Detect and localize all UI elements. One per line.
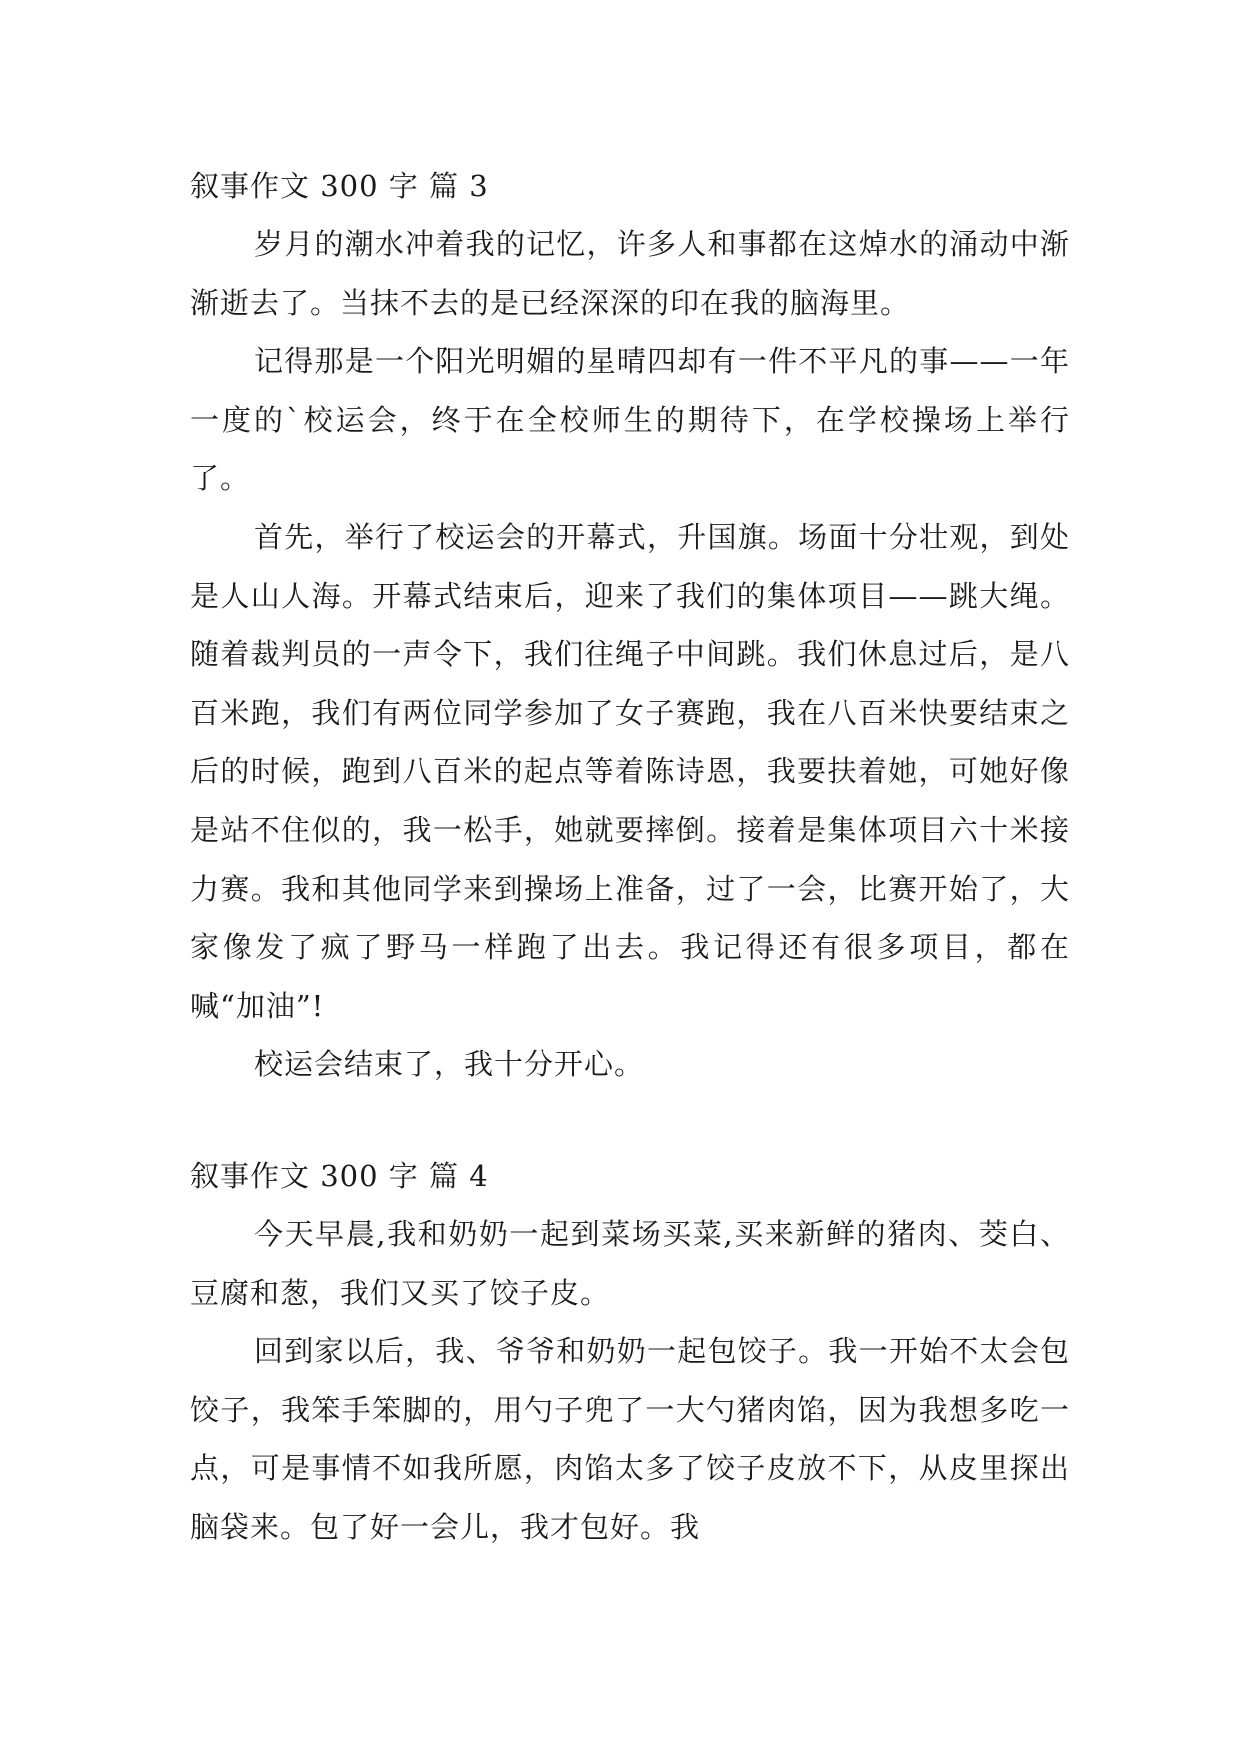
essay-section-3	[190, 157, 1070, 1094]
section-heading: 叙事作文 300 字 篇 3	[190, 169, 489, 203]
essay-section-4	[190, 1147, 1070, 1557]
paragraph: 记得那是一个阳光明媚的星晴四却有一件不平凡的事——一年一度的`校运会，终于在全校师生的期待下，在学校操场上举行了。	[190, 344, 1070, 496]
paragraph: 首先，举行了校运会的开幕式，升国旗。场面十分壮观，到处是人山人海。开幕式结束后，迎来了我们的集体项目——跳大绳。随着裁判员的一声令下，我们往绳子中间跳。我们休息过后，是八百米跑，我们有两位同学参加了女子赛跑，我在八百米快要结束之后的时候，跑到八百米的起点等着陈诗恩，我要扶着她，可她好像是站不住似的，我一松手，她就要摔倒。接着是集体项目六十米接力赛。我和其他同学来到操场上准备，过了一会，比赛开始了，大家像发了疯了野马一样跑了出去。我记得还有很多项目，都在喊“加油”!	[190, 519, 1070, 1023]
paragraph: 岁月的潮水冲着我的记忆，许多人和事都在这焯水的涌动中渐渐逝去了。当抹不去的是已经深深的印在我的脑海里。	[190, 227, 1070, 320]
paragraph: 今天早晨,我和奶奶一起到菜场买菜,买来新鲜的猪肉、茭白、豆腐和葱，我们又买了饺子皮。	[190, 1217, 1070, 1310]
paragraph: 校运会结束了，我十分开心。	[254, 1047, 645, 1082]
section-heading: 叙事作文 300 字 篇 4	[190, 1159, 489, 1193]
paragraph: 回到家以后，我、爷爷和奶奶一起包饺子。我一开始不太会包饺子，我笨手笨脚的，用勺子兜了一大勺猪肉馅，因为我想多吃一点，可是事情不如我所愿，肉馅太多了饺子皮放不下，从皮里探出脑袋来。包了好一会儿，我才包好。我	[190, 1334, 1070, 1544]
